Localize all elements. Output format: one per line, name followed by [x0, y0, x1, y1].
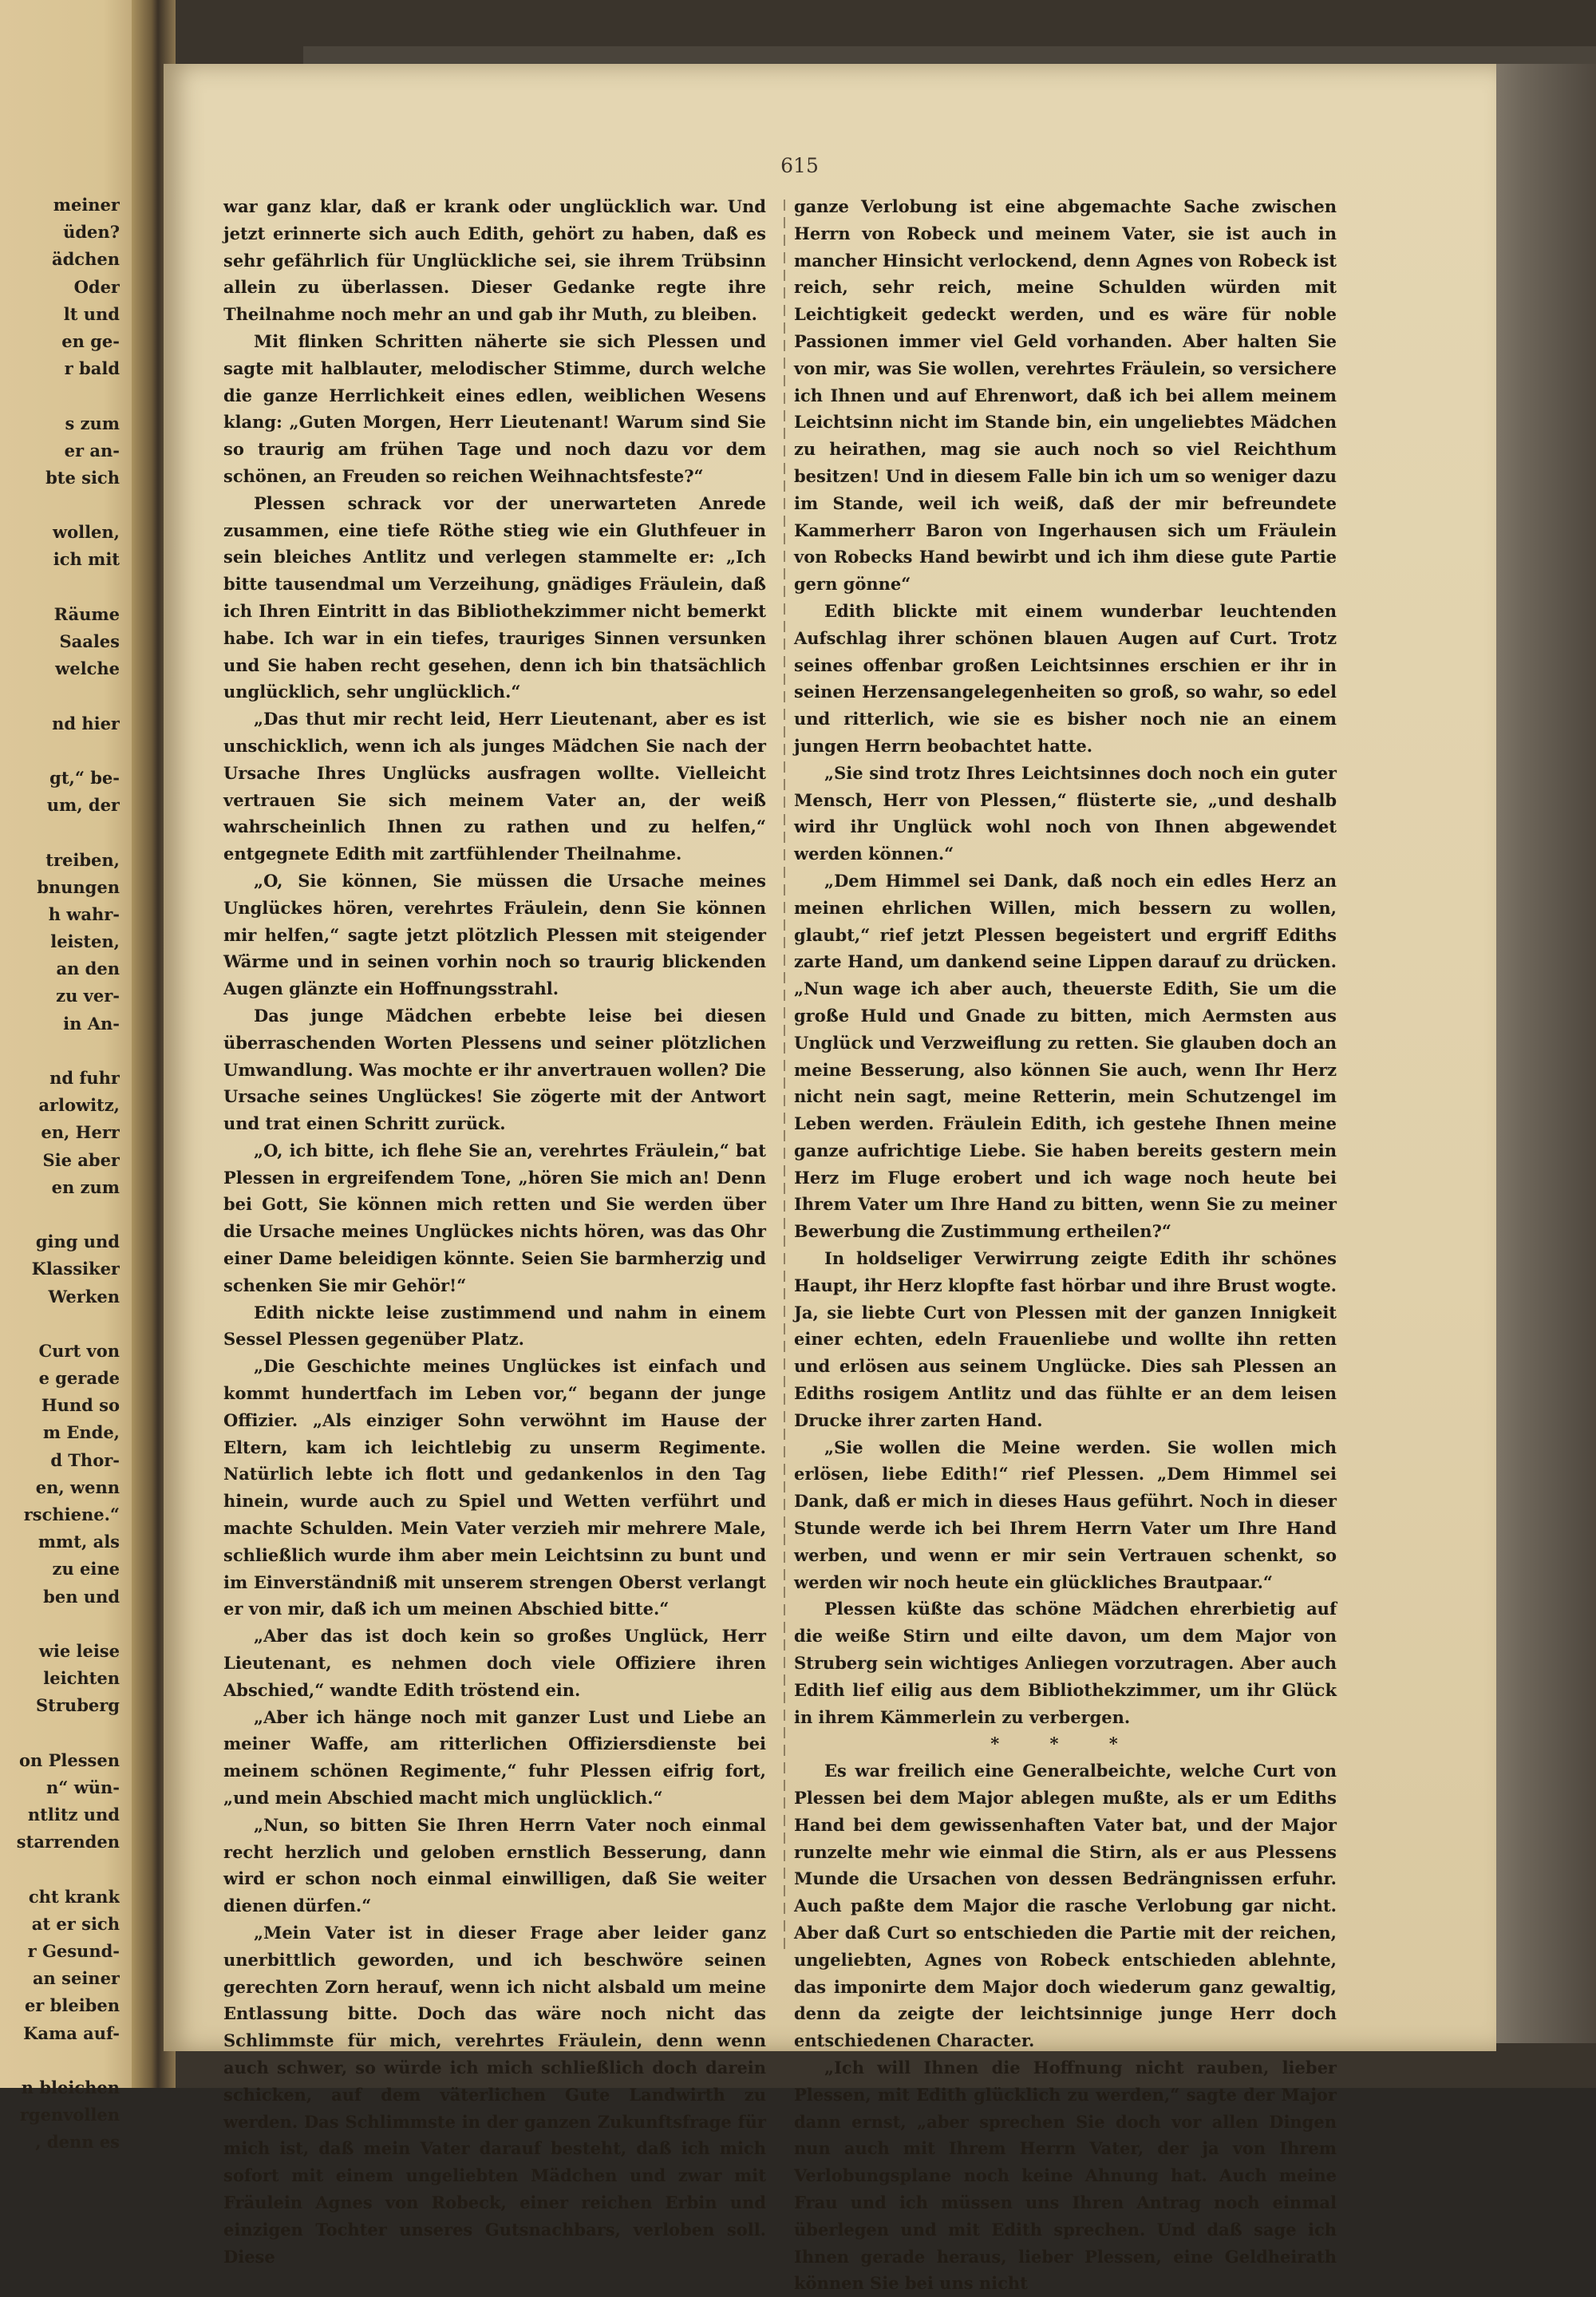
text-column-left: [223, 193, 766, 2270]
left-page-line: nd fuhr: [49, 1068, 120, 1088]
left-page-line: [0, 1311, 120, 1338]
left-page-line: cht krank: [28, 1886, 120, 1907]
left-page-line: en, wenn: [35, 1477, 120, 1497]
left-page-line: er an-: [64, 440, 120, 461]
left-page-line: treiben,: [45, 849, 120, 870]
left-page-line: [0, 1720, 120, 1747]
left-page-line: zu ver-: [56, 986, 120, 1006]
left-page-line: ich mit: [53, 549, 120, 570]
left-page-line: bte sich: [45, 467, 120, 488]
left-page-line: en zum: [51, 1176, 120, 1197]
left-page-line: welche: [55, 658, 120, 679]
left-page-line: Oder: [73, 276, 120, 297]
left-page-line: at er sich: [31, 1913, 120, 1934]
paragraph: Plessen schrack vor der unerwarteten Anrede zusammen, eine tiefe Röthe stieg wie ein Gluthfeuer in sein bleiches Antlitz und verlegen stammelte er: „Ich bitte tausendmal um Verzeihung, gnädiges Fräulein, daß ich Ihren Eintritt in das Bibliothekzimmer nicht bemerkt habe. Ich war in ein tiefes, trauriges Sinnen versunken und Sie haben recht gesehen, denn ich bin thatsächlich unglücklich, sehr unglücklich.“: [223, 492, 766, 702]
left-page-line: [0, 1856, 120, 1883]
left-page-line: Sie aber: [42, 1149, 120, 1170]
paragraph: „Dem Himmel sei Dank, daß noch ein edles Herz an meinen ehrlichen Willen, mich bessern zu wollen, glaubt,“ rief jetzt Plessen begeistert und ergriff Ediths zarte Hand, um dankend seine Lippen darauf zu drücken. „Nun wage ich aber auch, theuerste Edith, Sie um die große Huld und Gnade zu bitten, mich Aermsten aus Unglück und Verzweiflung zu retten. Sie glauben doch an meine Besserung, also können Sie auch, wenn Ihr Herz nicht nein sagt, meine Retterin, mein Schutzengel im Leben werden. Fräulein Edith, ich gestehe Ihnen meine ganze aufrichtige Liebe. Sie haben bereits gestern mein Herz im Fluge erobert und ich wage noch heute bei Ihrem Vater um Ihre Hand zu bitten, wenn Sie zu meiner Bewerbung die Zustimmung ertheilen?“: [794, 870, 1337, 1242]
paragraph: In holdseliger Verwirrung zeigte Edith ihr schönes Haupt, ihr Herz klopfte fast hörbar und ihre Brust wogte. Ja, sie liebte Curt von Plessen mit der ganzen Innigkeit einer echten, edeln Frauenliebe und wollte ihn retten und erlösen aus seinem Unglücke. Dies sah Plessen an Ediths rosigem Antlitz und das fühlte er an dem leisen Drucke ihrer zarten Hand.: [794, 1248, 1337, 1430]
left-page-line: n bleichen: [21, 2077, 120, 2097]
left-page: [0, 0, 148, 2153]
left-page-line: ntlitz und: [27, 1805, 120, 1825]
left-page-line: m Ende,: [42, 1422, 120, 1443]
paragraph: „O, Sie können, Sie müssen die Ursache meines Unglückes hören, verehrtes Fräulein, denn Sie können mir helfen,“ sagte jetzt plötzlich Plessen mit steigender Wärme und in seinen vorhin noch so traurig blickenden Augen glänzte ein Hoffnungsstrahl.: [223, 870, 766, 999]
paragraph: „Aber ich hänge noch mit ganzer Lust und Liebe an meiner Waffe, am ritterlichen Offiziersdienste bei meinem schönen Regimente,“ fuhr Plessen eifrig fort, „und mein Abschied macht mich unglücklich.“: [223, 1706, 766, 1809]
left-page-line: leisten,: [50, 931, 120, 952]
left-page-line: , denn es: [35, 2132, 120, 2153]
paragraph: Es war freilich eine Generalbeichte, welche Curt von Plessen bei dem Major ablegen mußte, als er um Ediths Hand bei dem gewissenhaften Vater bat, und der Major runzelte mehr wie einmal die Stirn, als er aus Plessens Munde die Ursachen von dessen Bedrängnissen erfuhr. Auch paßte dem Major die rasche Verlobung gar nicht. Aber daß Curt so entschieden die Partie mit der reichen, ungeliebten, Agnes von Robeck entschieden ablehnte, das imponirte dem Major doch wiederum ganz gewaltig, denn da zeigte der leichtsinnige junge Herr doch entschiedenen Character.: [794, 1761, 1337, 2051]
paragraph: Plessen küßte das schöne Mädchen ehrerbietig auf die weiße Stirn und eilte davon, um dem Major von Struberg sein wichtiges Anliegen vorzutragen. Aber auch Edith lief eilig aus dem Bibliothekzimmer, um ihr Glück in ihrem Kämmerlein zu verbergen.: [794, 1599, 1337, 1727]
left-page-line: r bald: [64, 358, 120, 379]
left-page-line: meiner: [53, 195, 120, 215]
left-page-line: Räume: [53, 603, 120, 624]
left-page-line: arlowitz,: [38, 1095, 120, 1116]
column-divider: [784, 200, 785, 1955]
paragraph: „O, ich bitte, ich flehe Sie an, verehrtes Fräulein,“ bat Plessen in ergreifendem Tone, „hören Sie mich an! Denn bei Gott, Sie können mich retten und Sie werden über die Ursache meines Unglückes nichts hören, was das Ohr einer Dame beleidigen könnte. Seien Sie barmherzig und schenken Sie mir Gehör!“: [223, 1140, 766, 1295]
left-page-line: [0, 1201, 120, 1228]
paragraph: Edith blickte mit einem wunderbar leuchtenden Aufschlag ihrer schönen blauen Augen auf Curt. Trotz seines offenbar großen Leichtsinnes erschien er ihr in seinen Herzensangelegenheiten so groß, so wahr, so edel und ritterlich, wie sie es bisher noch nie an einem jungen Herrn beobachtet hatte.: [794, 600, 1337, 756]
left-page-line: [0, 1611, 120, 1638]
paragraph: Das junge Mädchen erbebte leise bei diesen überraschenden Worten Plessens und seiner plötzlichen Umwandlung. Was mochte er ihr anvertrauen wollen? Die Ursache seines Unglückes! Sie zögerte mit der Antwort und trat einen Schritt zurück.: [223, 1005, 766, 1134]
left-page-line: Hund so: [41, 1395, 120, 1416]
left-page-line: [0, 1038, 120, 1065]
left-page-line: [0, 2047, 120, 2074]
left-page-line: Kama auf-: [23, 2022, 120, 2043]
page-number: 615: [780, 154, 819, 177]
left-page-line: ging und: [35, 1232, 120, 1252]
left-page-line: Saales: [59, 631, 120, 651]
left-page-line: nd hier: [52, 713, 120, 733]
left-page-line: e gerade: [38, 1368, 120, 1389]
text-column-right: [794, 193, 1337, 2297]
left-page-line: üden?: [63, 222, 120, 243]
paragraph: „Das thut mir recht leid, Herr Lieutenant, aber es ist unschicklich, wenn ich als junges Mädchen Sie nach der Ursache Ihres Unglücks ausfragen wollte. Vielleicht vertrauen Sie sich meinem Vater an, der weiß wahrscheinlich Ihnen zu rathen und zu helfen,“ entgegnete Edith mit zartfühlender Theilnahme.: [223, 709, 766, 864]
left-page-line: [0, 492, 120, 519]
left-page-line: en, Herr: [41, 1122, 120, 1143]
left-page-line: r Gesund-: [27, 1941, 120, 1961]
left-page-line: [0, 819, 120, 846]
paragraph: ganze Verlobung ist eine abgemachte Sache zwischen Herrn von Robeck und meinem Vater, sie ist auch in mancher Hinsicht verlockend, denn Agnes von Robeck ist reich, sehr reich, meine Schulden würden mit Leichtigkeit gedeckt werden, und es wäre für noble Passionen immer viel Geld vorhanden. Aber halten Sie von mir, was Sie wollen, verehrtes Fräulein, so versichere ich Ihnen und auf Ehrenwort, daß ich bei allem meinem Leichtsinn nicht im Stande bin, ein ungeliebtes Mädchen zu heirathen, mag sie auch noch so viel Reichthum besitzen! Und in diesem Falle bin ich um so weniger dazu im Stande, weil ich weiß, daß der mir befreundete Kammerherr Baron von Ingerhausen sich um Fräulein von Robecks Hand bewirbt und ich ihm diese gute Partie gern gönne“: [794, 196, 1337, 595]
left-page-line: in An-: [63, 1013, 120, 1034]
left-page-line: n“ wün-: [46, 1777, 120, 1797]
left-page-line: rschiene.“: [23, 1504, 120, 1524]
left-page-line: [0, 682, 120, 710]
left-page-line: an den: [56, 959, 120, 979]
paragraph: „Sie wollen die Meine werden. Sie wollen mich erlösen, liebe Edith!“ rief Plessen. „Dem Himmel sei Dank, daß er mich in dieses Haus geführt. Noch in dieser Stunde werde ich bei Ihrem Herrn Vater um Ihre Hand werben, und wenn er mir sein Vertrauen schenkt, so werden wir noch heute ein glückliches Brautpaar.“: [794, 1437, 1337, 1592]
left-page-line: [0, 574, 120, 601]
left-page-line: zu eine: [52, 1559, 120, 1579]
left-page-line: s zum: [65, 413, 120, 433]
section-separator: * * *: [990, 1734, 1140, 1754]
left-page-line: d Thor-: [50, 1449, 120, 1470]
paragraph: „Mein Vater ist in dieser Frage aber leider ganz unerbittlich geworden, und ich beschwöre seinen gerechten Zorn herauf, wenn ich nicht alsbald um meine Entlassung bitte. Doch das wäre noch nicht das Schlimmste für mich, verehrtes Fräulein, denn wenn auch schwer, so würde ich mich schließlich doch darein schicken, auf dem väterlichen Gute Landwirth zu werden. Das Schlimmste in der ganzen Zukunftsfrage für mich ist, daß mein Vater darauf besteht, daß ich mich sofort mit einem ungeliebten Mädchen und zwar mit Fräulein Agnes von Robeck, einer reichen Erbin und einzigen Tochter unseres Gutsnachbars, verloben soll. Diese: [223, 1923, 766, 2267]
left-page-line: Curt von: [38, 1340, 120, 1361]
paragraph: „Sie sind trotz Ihres Leichtsinnes doch noch ein guter Mensch, Herr von Plessen,“ flüsterte sie, „und deshalb wird ihr Unglück wohl noch von Ihnen abgewendet werden können.“: [794, 762, 1337, 864]
left-page-line: ädchen: [52, 249, 120, 270]
left-page-line: [0, 382, 120, 409]
left-page-line: starrenden: [16, 1832, 120, 1852]
paragraph: „Die Geschichte meines Unglückes ist einfach und kommt hundertfach im Leben vor,“ begann der junge Offizier. „Als einziger Sohn verwöhnt im Hause der Eltern, kam ich leichtlebig zu unserm Regimente. Natürlich lebte ich flott und gedankenlos in den Tag hinein, wurde auch zu Spiel und Wetten verführt und machte Schulden. Mein Vater verzieh mir mehrere Male, schließlich wurde ihm aber mein Leichtsinn zu bunt und im Einverständniß mit unserem strengen Oberst verlangt er von mir, daß ich um meinen Abschied bitte.“: [223, 1356, 766, 1619]
left-page-line: wie leise: [38, 1640, 120, 1661]
left-page-line: bnungen: [37, 876, 120, 897]
left-page-line: leichten: [43, 1668, 120, 1689]
left-page-line: Werken: [48, 1286, 120, 1307]
paragraph: Mit flinken Schritten näherte sie sich Plessen und sagte mit halblauter, melodischer Stimme, durch welche die ganze Herrlichkeit eines edlen, weiblichen Wesens klang: „Guten Morgen, Herr Lieutenant! Warum sind Sie so traurig am frühen Tage und noch dazu vor dem schönen, an Freuden so reichen Weihnachtsfeste?“: [223, 330, 766, 486]
paragraph: war ganz klar, daß er krank oder unglücklich war. Und jetzt erinnerte sich auch Edith, gehört zu haben, daß es sehr gefährlich für Unglückliche sei, sie ihrem Trübsinn allein zu überlassen. Dieser Gedanke regte ihre Theilnahme noch mehr an und gab ihr Muth, zu bleiben.: [223, 196, 766, 325]
left-page-line: en ge-: [61, 330, 120, 351]
left-page-line: gt,“ be-: [49, 767, 120, 788]
paragraph: „Nun, so bitten Sie Ihren Herrn Vater noch einmal recht herzlich und geloben ernstlich Besserung, dann wird er schon noch einmal einwilligen, daß Sie weiter dienen dürfen.“: [223, 1814, 766, 1916]
left-page-line: um, der: [46, 795, 120, 816]
left-page-line: wollen,: [53, 522, 120, 543]
paragraph: Edith nickte leise zustimmend und nahm in einem Sessel Plessen gegenüber Platz.: [223, 1302, 766, 1350]
paragraph: „Ich will Ihnen die Hoffnung nicht rauben, lieber Plessen, mit Edith glücklich zu werden,“ sagte der Major dann ernst, „aber sprechen Sie doch vor allen Dingen nun auch mit Ihrem Herrn Vater, der ja von Ihrem Verlobungsplane noch keine Ahnung hat. Auch meine Frau und ich müssen uns Ihren Antrag noch einmal überlegen und mit Edith sprechen. Und daß sage ich Ihnen gerade heraus, lieber Plessen, eine Geldheirath können Sie bei uns nicht: [794, 2057, 1337, 2294]
left-page-line: er bleiben: [24, 1995, 120, 2016]
left-page-line: ben und: [43, 1586, 120, 1607]
left-page-line: mmt, als: [38, 1532, 120, 1552]
left-page-line: on Plessen: [19, 1749, 120, 1770]
left-page-line: h wahr-: [48, 903, 120, 924]
left-page-line: rgenvollen: [19, 2105, 120, 2125]
left-page-line: Klassiker: [31, 1259, 120, 1279]
left-page-line: an seiner: [32, 1968, 120, 1989]
left-page-text-fragments: [0, 192, 120, 2157]
left-page-line: [0, 737, 120, 765]
left-page-line: Struberg: [36, 1695, 120, 1716]
left-page-line: lt und: [63, 303, 120, 324]
paragraph: „Aber das ist doch kein so großes Unglück, Herr Lieutenant, es nehmen doch viele Offiziere ihren Abschied,“ wandte Edith tröstend ein.: [223, 1626, 766, 1700]
